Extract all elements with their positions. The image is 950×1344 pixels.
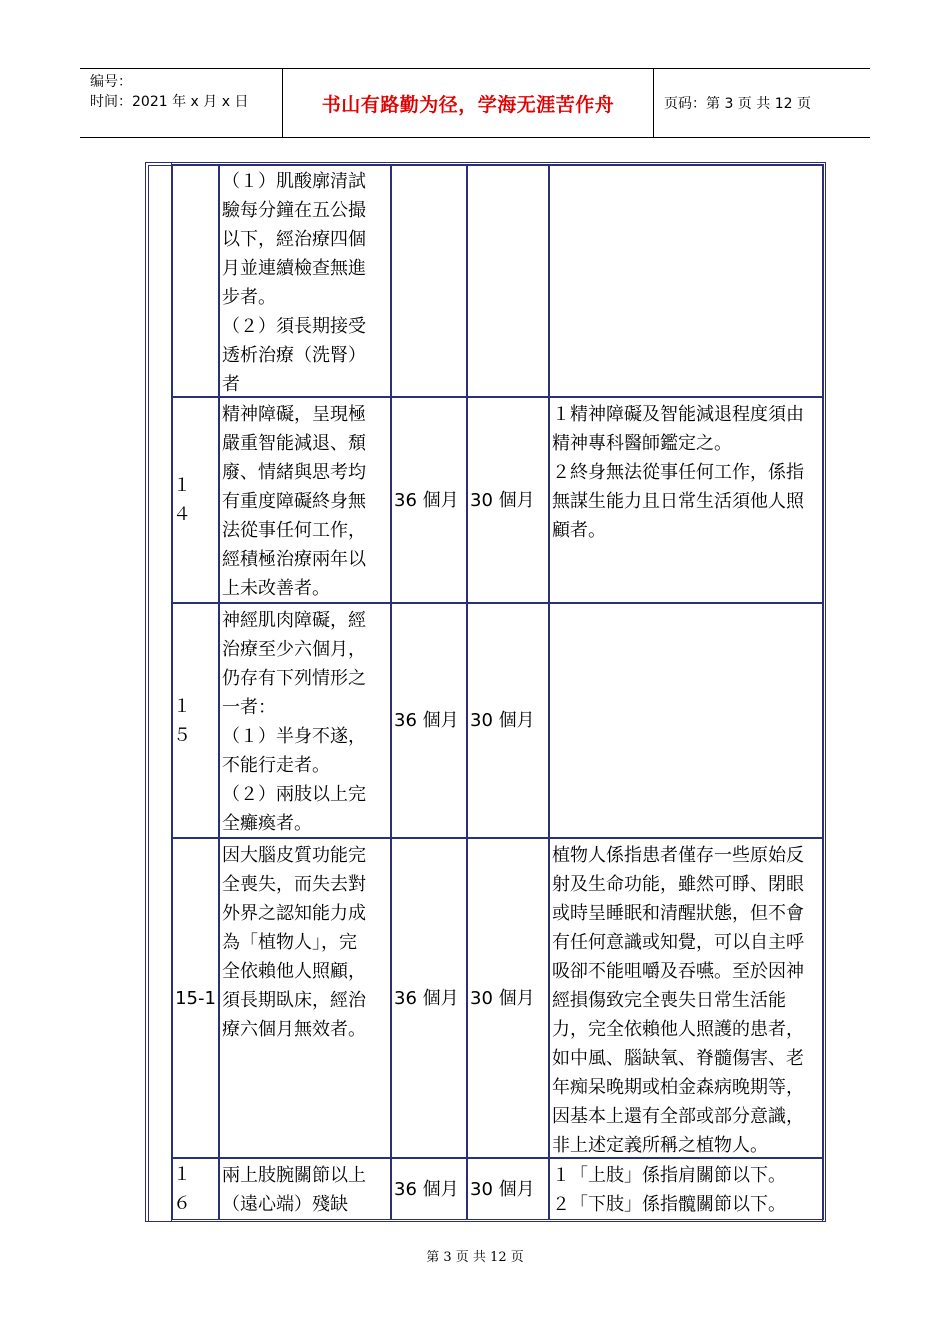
text-line: 吸卻不能咀嚼及吞嚥。至於因神	[552, 961, 804, 982]
item-number: １５	[172, 603, 219, 838]
condition-description	[219, 603, 391, 838]
text-line: 精神專科醫師鑑定之。	[552, 433, 732, 454]
waiting-period-a: 36 個月	[391, 1158, 467, 1220]
waiting-period-b: 30 個月	[467, 603, 549, 838]
text-line: 無謀生能力且日常生活須他人照	[552, 491, 804, 512]
text-line: 或時呈睡眠和清醒狀態，但不會	[552, 903, 804, 924]
text-line: 有任何意識或知覺，可以自主呼	[552, 932, 804, 953]
waiting-period-b: 30 個月	[467, 838, 549, 1158]
waiting-period-b	[467, 164, 549, 397]
text-line: （２）兩肢以上完	[222, 784, 366, 805]
text-line: ２「下肢」係指髖關節以下。	[552, 1194, 786, 1215]
condition-description	[219, 164, 391, 397]
text-line: 步者。	[222, 287, 276, 308]
text-line: 有重度障礙終身無	[222, 491, 366, 512]
text-line: 神經肌肉障礙，經	[222, 610, 366, 631]
item-number: １４	[172, 397, 219, 603]
item-number: １６	[172, 1158, 219, 1220]
text-line: 為「植物人」，完	[222, 932, 357, 953]
text-line: 療六個月無效者。	[222, 1019, 366, 1040]
waiting-period-a: 36 個月	[391, 838, 467, 1158]
text-line: １「上肢」係指肩關節以下。	[552, 1165, 786, 1186]
text-line: 嚴重智能減退、頹	[222, 433, 366, 454]
text-line: 非上述定義所稱之植物人。	[552, 1135, 768, 1156]
page-label: 页码：第 3 页 共 12 页	[664, 96, 811, 112]
text-line: 經積極治療兩年以	[222, 549, 366, 570]
text-line: 驗每分鐘在五公撮	[222, 200, 366, 221]
text-line: 如中風、腦缺氧、脊髓傷害、老	[552, 1048, 804, 1069]
text-line: 顧者。	[552, 520, 606, 541]
text-line: 力，完全依賴他人照護的患者，	[552, 1019, 804, 1040]
text-line: 因基本上還有全部或部分意識，	[552, 1106, 804, 1127]
condition-description	[219, 397, 391, 603]
page-footer: 第 3 页 共 12 页	[426, 1250, 524, 1265]
text-line: （１）肌酸廓清試	[222, 171, 366, 192]
time-label: 时间：2021 年 x 月 x 日	[90, 94, 249, 110]
text-line: 年痴呆晚期或柏金森病晚期等，	[552, 1077, 804, 1098]
text-line: （遠心端）殘缺	[222, 1194, 348, 1215]
text-line: 廢、情緒與思考均	[222, 462, 366, 483]
item-number	[172, 164, 219, 397]
text-line: 不能行走者。	[222, 755, 330, 776]
code-label: 编号：	[90, 74, 132, 90]
condition-description	[219, 1158, 391, 1220]
waiting-period-b: 30 個月	[467, 397, 549, 603]
waiting-period-b: 30 個月	[467, 1158, 549, 1220]
condition-note	[549, 838, 824, 1158]
text-line: 外界之認知能力成	[222, 903, 366, 924]
text-line: 仍存有下列情形之	[222, 668, 366, 689]
condition-note	[549, 397, 824, 603]
page-header	[80, 68, 870, 138]
text-line: （２）須長期接受	[222, 316, 366, 337]
condition-note	[549, 164, 824, 397]
text-line: 以下，經治療四個	[222, 229, 366, 250]
text-line: 透析治療（洗腎）	[222, 345, 366, 366]
text-line: 者	[222, 374, 240, 395]
text-line: 植物人係指患者僅存一些原始反	[552, 845, 804, 866]
waiting-period-a: 36 個月	[391, 397, 467, 603]
text-line: 精神障礙，呈現極	[222, 404, 366, 425]
motto: 书山有路勤为径，学海无涯苦作舟	[283, 69, 654, 137]
text-line: （１）半身不遂，	[222, 726, 366, 747]
text-line: 經損傷致完全喪失日常生活能	[552, 990, 786, 1011]
table-left-strip	[145, 162, 172, 1222]
text-line: 一者：	[222, 697, 276, 718]
text-line: 須長期臥床，經治	[222, 990, 366, 1011]
waiting-period-a: 36 個月	[391, 603, 467, 838]
condition-note	[549, 1158, 824, 1220]
text-line: １精神障礙及智能減退程度須由	[552, 404, 804, 425]
text-line: 月並連續檢查無進	[222, 258, 366, 279]
text-line: 法從事任何工作，	[222, 520, 366, 541]
text-line: 全依賴他人照顧，	[222, 961, 366, 982]
text-line: 射及生命功能，雖然可睜、閉眼	[552, 874, 804, 895]
text-line: 上未改善者。	[222, 578, 330, 599]
waiting-period-a	[391, 164, 467, 397]
condition-description	[219, 838, 391, 1158]
text-line: 因大腦皮質功能完	[222, 845, 366, 866]
text-line: ２終身無法從事任何工作，係指	[552, 462, 804, 483]
header-meta	[80, 69, 283, 137]
condition-note	[549, 603, 824, 838]
text-line: 治療至少六個月，	[222, 639, 366, 660]
text-line: 全癱瘓者。	[222, 813, 312, 834]
text-line: 全喪失，而失去對	[222, 874, 366, 895]
item-number: 15-1	[172, 838, 219, 1158]
text-line: 兩上肢腕關節以上	[222, 1165, 366, 1186]
